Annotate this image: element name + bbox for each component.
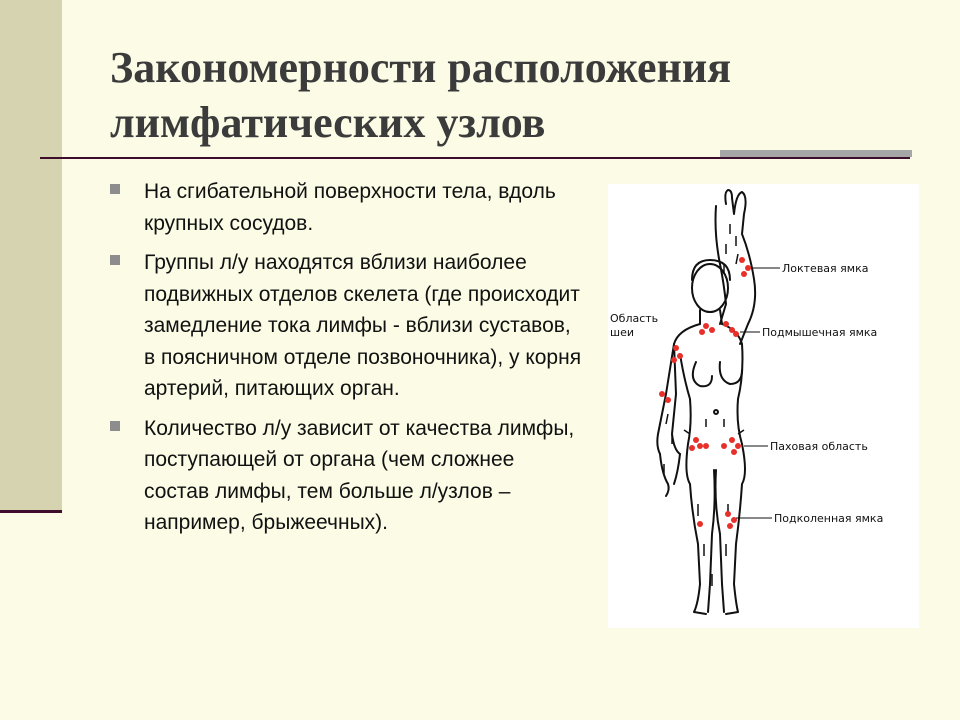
lymph-node-clusters: [659, 257, 751, 529]
side-decor-rule: [0, 510, 62, 513]
bullet-text: На сгибательной поверхности тела, вдоль крупных сосудов.: [144, 180, 556, 235]
body-diagram: [608, 184, 919, 628]
lymph-vessel-marks: [664, 224, 744, 586]
title-underline-accent: [720, 150, 912, 157]
square-bullet-icon: [110, 255, 120, 265]
label-axilla: Подмышечная ямка: [762, 326, 878, 339]
title-underline: [40, 157, 910, 159]
bullet-list: [104, 176, 584, 547]
side-decor-bar: [0, 0, 62, 512]
label-neck-line-2: шеи: [610, 326, 634, 339]
bullet-item: [104, 176, 584, 239]
square-bullet-icon: [110, 421, 120, 431]
slide-title-line-1: Закономерности расположения: [110, 43, 732, 92]
label-popliteal: Подколенная ямка: [774, 512, 884, 525]
bullet-text: Группы л/у находятся вблизи наиболее подвижных отделов скелета (где происходит замедление тока лимфы - вблизи суставов, в поясничном отделе позвоночника), у корня артерий, питающих орган.: [144, 251, 582, 400]
bullet-item: [104, 413, 584, 539]
bullet-item: [104, 247, 584, 405]
lymph-node-figure: [608, 184, 919, 628]
human-body-outline: [657, 190, 755, 614]
label-groin: Паховая область: [770, 440, 868, 453]
label-elbow: Локтевая ямка: [782, 262, 869, 275]
square-bullet-icon: [110, 184, 120, 194]
bullet-text: Количество л/у зависит от качества лимфы, поступающей от органа (чем сложнее состав лимфы, тем больше л/узлов – например, брыжеечных).: [144, 416, 575, 534]
slide-title: [110, 40, 910, 150]
slide-title-line-2: лимфатических узлов: [110, 98, 546, 147]
label-neck-line-1: Область: [610, 312, 659, 325]
